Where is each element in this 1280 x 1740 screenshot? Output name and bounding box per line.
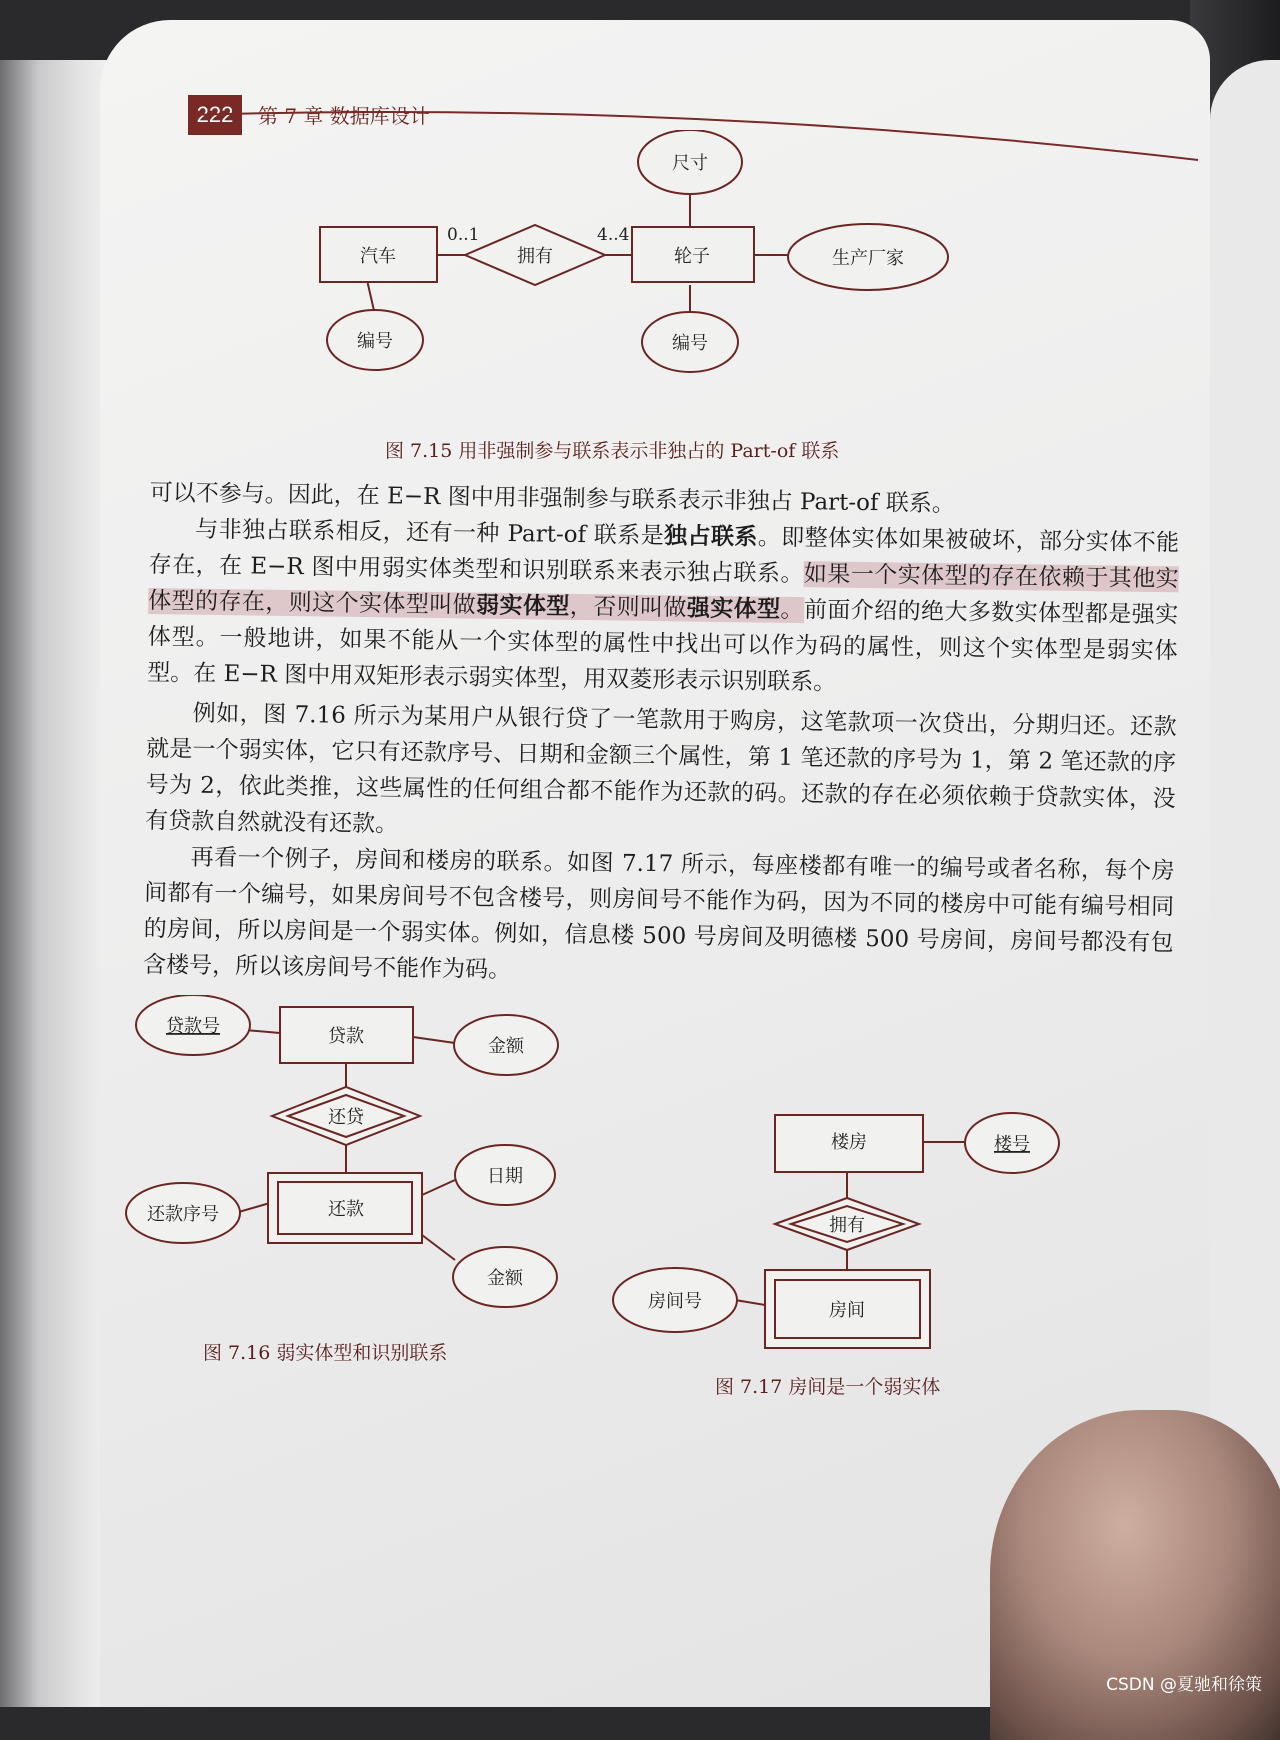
watermark: CSDN @夏驰和徐策 — [1106, 1675, 1262, 1695]
p2-text-a: 与非独占联系相反，还有一种 Part-of 联系是 — [195, 516, 665, 550]
fig716-attr-date: 日期 — [487, 1166, 523, 1187]
fig715-relation: 拥有 — [517, 246, 553, 267]
paragraph-4: 再看一个例子，房间和楼房的联系。如图 7.17 所示，每座楼都有唯一的编号或者名称，每个房间都有一个编号，如果房间号不包含楼号，则房间号不能作为码，因为不同的楼房中可能有编号相同的房间，所以房间是一个弱实体。例如，信息楼 500 号房间及明德楼 500 号房间，房间号都没有包含楼号，所以该房间号不能作为码。 — [142, 844, 1175, 984]
fig716-relation: 还贷 — [328, 1107, 364, 1128]
fig715-attr-car-id: 编号 — [357, 331, 393, 352]
figure-7-15 — [300, 130, 1060, 430]
fig717-entity-building: 楼房 — [831, 1132, 867, 1153]
fig716-attr-amount2: 金额 — [487, 1268, 523, 1289]
figure-7-16 — [110, 995, 580, 1325]
paragraph-2 — [147, 511, 1179, 705]
fig716-attr-amount1: 金额 — [488, 1036, 524, 1057]
chapter-title: 第 7 章 数据库设计 — [258, 104, 430, 128]
p2-term-exclusive: 独占联系 — [663, 522, 759, 551]
fig715-attr-wheel-id: 编号 — [672, 333, 708, 354]
fig715-entity-wheel: 轮子 — [674, 246, 710, 267]
p2-term-weak: 弱实体型 — [475, 591, 570, 620]
fig715-entity-car: 汽车 — [360, 246, 396, 267]
p2-text-i: 前面介绍的绝大多数实体型都是强实体型。一般地讲，如果不能从一个实体型的属性中找出可以作为码的属性，则这个实体型是弱实体型。在 E−R 图中用双矩形表示弱实体型，用双菱形表示识别联系。 — [147, 597, 1179, 696]
page-number: 222 — [188, 95, 242, 135]
fig715-attr-maker: 生产厂家 — [832, 248, 904, 269]
fig716-caption: 图 7.16 弱实体型和识别联系 — [203, 1342, 448, 1364]
fig717-caption: 图 7.17 房间是一个弱实体 — [715, 1376, 941, 1398]
p2-text-h: 。 — [780, 596, 805, 624]
body-text — [143, 475, 1180, 997]
paragraph-3: 例如，图 7.16 所示为某用户从银行贷了一笔款用于购房，这笔款项一次贷出，分期归还。还款就是一个弱实体，它只有还款序号、日期和金额三个属性，第 1 笔还款的序号为 1，第 2 笔还款的序号为 2，依此类推，这些属性的任何组合都不能作为还款的码。还款的存在必须依赖于贷款实体，没有贷款自然就没有还款。 — [144, 700, 1177, 838]
p2-term-strong: 强实体型 — [686, 594, 781, 623]
p2-text-c: 。即整体实体如果被破坏，部分实体不能存在，在 E−R 图中用弱实体类型和识别联系来表示独占联系。 — [148, 524, 1180, 588]
fig715-attr-size: 尺寸 — [672, 153, 708, 174]
fig716-attr-loan-no: 贷款号 — [166, 1016, 220, 1037]
fig715-card-left: 0..1 — [447, 225, 480, 245]
fig717-weak-entity: 房间 — [829, 1300, 865, 1321]
fig716-entity-loan: 贷款 — [328, 1026, 364, 1047]
page-stack-edge — [0, 60, 110, 1707]
fig717-attr-building-no: 楼号 — [994, 1134, 1030, 1155]
figure-7-17 — [605, 1090, 1125, 1380]
facing-page-edge — [1210, 60, 1280, 1620]
fig717-attr-room-no: 房间号 — [648, 1291, 702, 1312]
fig715-caption: 图 7.15 用非强制参与联系表示非独占的 Part-of 联系 — [385, 440, 840, 462]
fig715-card-right: 4..4 — [597, 225, 630, 245]
fig716-attr-seq: 还款序号 — [147, 1204, 219, 1225]
p2-text-f: ，否则叫做 — [569, 593, 688, 622]
fig717-relation: 拥有 — [829, 1215, 865, 1236]
fig716-weak-entity: 还款 — [328, 1199, 364, 1220]
paragraph-1: 可以不参与。因此，在 E−R 图中用非强制参与联系表示非独占 Part-of 联系。 — [149, 479, 956, 518]
p2-text-d: 如果一个实体型的存在依赖于其他实体型的存在，则这个实体型叫做 — [148, 561, 1179, 619]
